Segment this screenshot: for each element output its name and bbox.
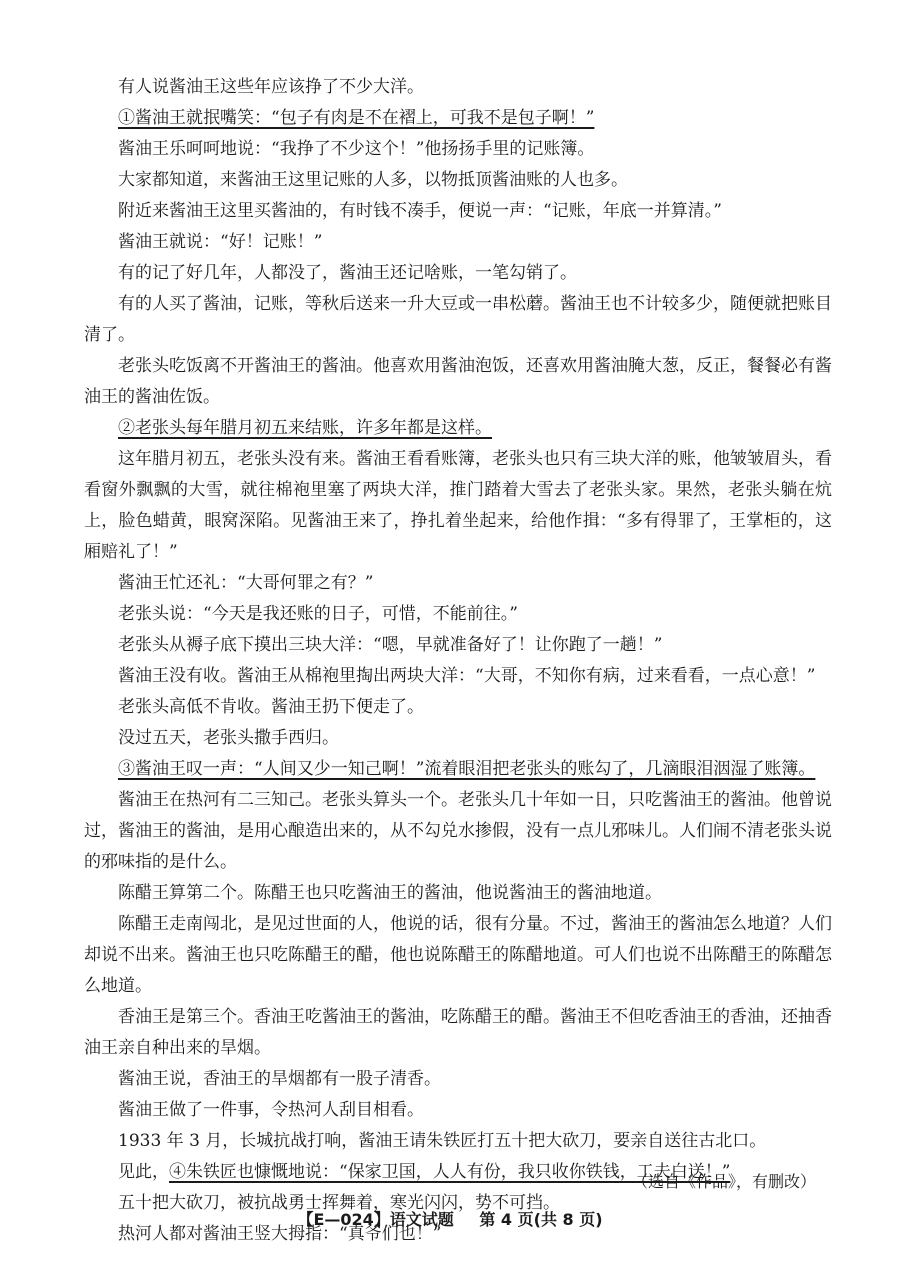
page-footer — [0, 1207, 900, 1230]
underlined-sentence: ②老张头每年腊月初五来结账，许多年都是这样。 — [118, 418, 492, 438]
underlined-sentence: ③酱油王叹一声：“人间又少一知己啊！”流着眼泪把老张头的账勾了，几滴眼泪洇湿了账簿。 — [118, 759, 816, 779]
paragraph-text: 酱油王在热河有二三知己。老张头算头一个。老张头几十年如一日，只吃酱油王的酱油。他曾说过，酱油王的酱油，是用心酿造出来的，从不勾兑水掺假，没有一点儿邪味儿。人们闹不清老张头说的邪味指的是什么。 — [84, 790, 832, 872]
paragraph-text: 有人说酱油王这些年应该挣了不少大洋。 — [118, 77, 424, 97]
paragraph-text: 见此， — [118, 1162, 169, 1182]
paragraph-text: 酱油王就说：“好！记账！” — [118, 232, 323, 252]
paragraph-text: 陈醋王算第二个。陈醋王也只吃酱油王的酱油，他说酱油王的酱油地道。 — [118, 883, 662, 903]
paragraph-text: 香油王是第三个。香油王吃酱油王的酱油，吃陈醋王的醋。酱油王不但吃香油王的香油，还抽香油王亲自种出来的旱烟。 — [84, 1007, 832, 1058]
paragraph-text: 热河人都对酱油王竖大拇指：“真爷们也！” — [118, 1224, 442, 1244]
paragraph-text: 这年腊月初五，老张头没有来。酱油王看看账簿，老张头也只有三块大洋的账，他皱皱眉头，看看窗外飘飘的大雪，就往棉袍里塞了两块大洋，推门踏着大雪去了老张头家。果然，老张头躺在炕上，脸色蜡黄，眼窝深陷。见酱油王来了，挣扎着坐起来，给他作揖：“多有得罪了，王掌柜的，这厢赔礼了！” — [84, 449, 832, 562]
paragraph — [84, 72, 832, 103]
paragraph — [84, 351, 832, 413]
paragraph-text: 有的记了好几年，人都没了，酱油王还记啥账，一笔勾销了。 — [118, 263, 577, 283]
paragraph — [84, 630, 832, 661]
paragraph — [84, 196, 832, 227]
paragraph — [84, 227, 832, 258]
paragraph — [84, 1002, 832, 1064]
paragraph — [84, 1095, 832, 1126]
paragraph-text: 酱油王做了一件事，令热河人刮目相看。 — [118, 1100, 424, 1120]
paragraph — [84, 1126, 832, 1157]
paragraph — [84, 165, 832, 196]
paragraph-text: 五十把大砍刀，被抗战勇士挥舞着，寒光闪闪，势不可挡。 — [118, 1193, 560, 1213]
paragraph — [84, 413, 832, 444]
paragraph — [84, 258, 832, 289]
paragraph-text: 酱油王忙还礼：“大哥何罪之有？” — [118, 573, 374, 593]
paragraph — [84, 103, 832, 134]
paragraph — [84, 909, 832, 1002]
paragraph — [84, 134, 832, 165]
paragraph-text: 酱油王没有收。酱油王从棉袍里掏出两块大洋：“大哥，不知你有病，过来看看，一点心意！” — [118, 666, 816, 686]
paragraph-text: 没过五天，老张头撒手西归。 — [118, 728, 339, 748]
paragraph-text: 大家都知道，来酱油王这里记账的人多，以物抵顶酱油账的人也多。 — [118, 170, 628, 190]
paragraph-text: 酱油王乐呵呵地说：“我挣了不少这个！”他扬扬手里的记账簿。 — [118, 139, 595, 159]
paragraph — [84, 568, 832, 599]
underlined-sentence: ④朱铁匠也慷慨地说：“保家卫国，人人有份，我只收你铁钱，工夫白送！” — [169, 1162, 731, 1182]
paragraph — [84, 444, 832, 568]
paragraph-text: 老张头吃饭离不开酱油王的酱油。他喜欢用酱油泡饭，还喜欢用酱油腌大葱，反正，餐餐必有酱油王的酱油佐饭。 — [84, 356, 832, 407]
paragraph — [84, 754, 832, 785]
paragraph-text: 1933 年 3 月，长城抗战打响，酱油王请朱铁匠打五十把大砍刀，要亲自送往古北口。 — [118, 1131, 767, 1151]
paragraph-text: 老张头从褥子底下摸出三块大洋：“嗯，早就准备好了！让你跑了一趟！” — [118, 635, 663, 655]
paragraph — [84, 661, 832, 692]
paragraph-text: 老张头高低不肯收。酱油王扔下便走了。 — [118, 697, 424, 717]
paragraph — [84, 599, 832, 630]
source-citation: （选自《作品》，有删改） — [631, 1172, 816, 1191]
paragraph-text: 酱油王说，香油王的旱烟都有一股子清香。 — [118, 1069, 441, 1089]
paragraph — [84, 289, 832, 351]
paragraph — [84, 723, 832, 754]
paragraph-text: 附近来酱油王这里买酱油的，有时钱不凑手，便说一声：“记账，年底一并算清。” — [118, 201, 722, 221]
paragraph-text: 有的人买了酱油，记账，等秋后送来一升大豆或一串松蘑。酱油王也不计较多少，随便就把账目清了。 — [84, 294, 832, 345]
paragraph-text: 老张头说：“今天是我还账的日子，可惜，不能前往。” — [118, 604, 518, 624]
paragraph — [84, 692, 832, 723]
underlined-sentence: ①酱油王就抿嘴笑：“包子有肉是不在褶上，可我不是包子啊！” — [118, 108, 595, 128]
passage-body — [84, 72, 832, 1250]
exam-code: 【E—024】语文试题 — [297, 1210, 454, 1229]
paragraph — [84, 785, 832, 878]
paragraph — [84, 878, 832, 909]
paragraph — [84, 1064, 832, 1095]
paragraph-text: 陈醋王走南闯北，是见过世面的人，他说的话，很有分量。不过，酱油王的酱油怎么地道？人们却说不出来。酱油王也只吃陈醋王的醋，他也说陈醋王的陈醋地道。可人们也说不出陈醋王的陈醋怎么地道。 — [84, 914, 832, 996]
page-number: 第 4 页(共 8 页) — [479, 1210, 603, 1229]
